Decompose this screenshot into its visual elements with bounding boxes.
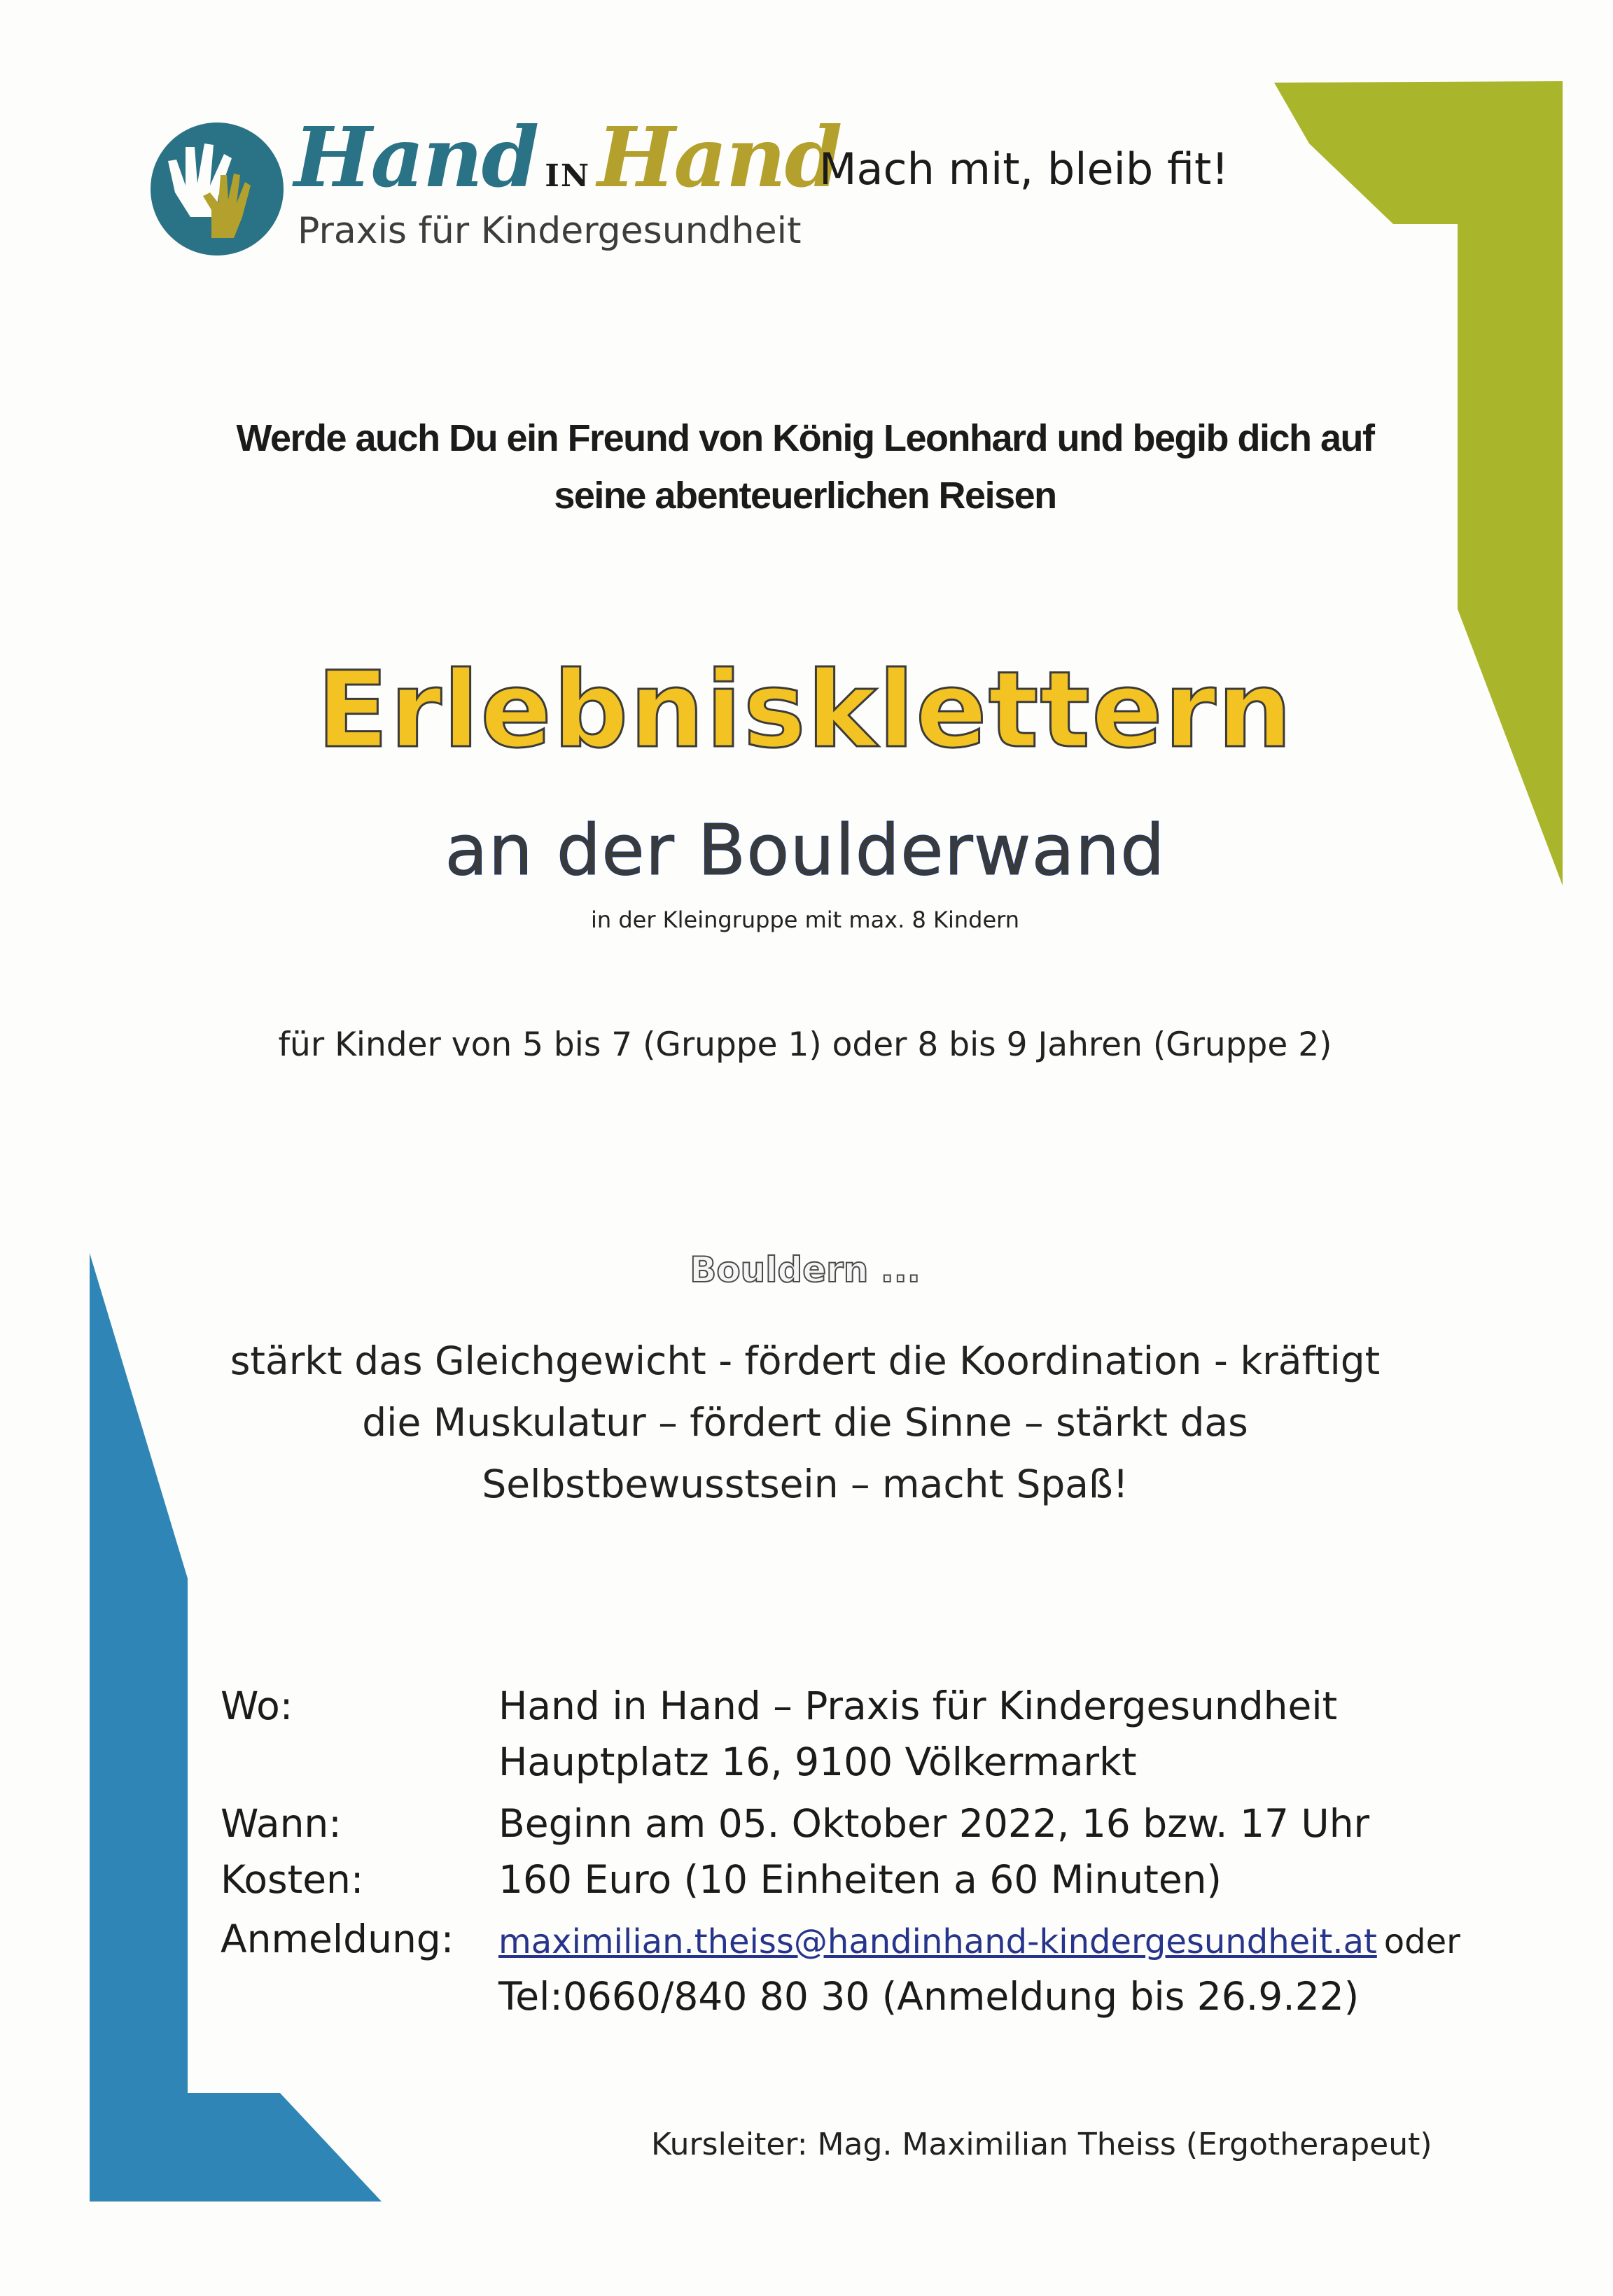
logo-word-hand-right: Hand — [597, 108, 842, 206]
intro-text — [210, 410, 1400, 524]
anmeldung-telefon: Tel:0660/840 80 30 (Anmeldung bis 26.9.22) — [498, 1974, 1360, 2019]
anmeldung-email-link[interactable]: maximilian.theiss@handinhand-kindergesundheit.at — [498, 1922, 1377, 1961]
benefits-line-3: Selbstbewusstsein – macht Spaß! — [482, 1462, 1129, 1506]
hands-logo-icon — [147, 119, 287, 259]
intro-line-1: Werde auch Du ein Freund von König Leonhard und begib dich auf — [236, 417, 1374, 459]
intro-line-2: seine abenteuerlichen Reisen — [554, 475, 1056, 517]
wo-label: Wo: — [221, 1684, 293, 1728]
anmeldung-email-line — [498, 1922, 1460, 1961]
benefits-text — [196, 1330, 1414, 1515]
bouldern-heading: Bouldern ... — [690, 1250, 921, 1290]
page-subtitle: an der Boulderwand — [445, 809, 1166, 891]
wann-label: Wann: — [221, 1801, 342, 1846]
kursleiter: Kursleiter: Mag. Maximilian Theiss (Ergotherapeut) — [651, 2127, 1432, 2162]
anmeldung-label: Anmeldung: — [221, 1917, 454, 1961]
group-size-note: in der Kleingruppe mit max. 8 Kindern — [590, 906, 1020, 933]
page-title: Erlebnisklettern — [316, 650, 1294, 771]
wann-value: Beginn am 05. Oktober 2022, 16 bzw. 17 Uhr — [498, 1801, 1370, 1846]
age-groups: für Kinder von 5 bis 7 (Gruppe 1) oder 8 bis 9 Jahren (Gruppe 2) — [278, 1026, 1332, 1064]
slogan: Mach mit, bleib fit! — [819, 144, 1229, 195]
kosten-value: 160 Euro (10 Einheiten a 60 Minuten) — [498, 1857, 1222, 1902]
wo-line-2: Hauptplatz 16, 9100 Völkermarkt — [498, 1740, 1137, 1784]
wo-line-1: Hand in Hand – Praxis für Kindergesundheit — [498, 1684, 1338, 1728]
kosten-label: Kosten: — [221, 1857, 364, 1902]
logo-word-hand-left: Hand — [294, 108, 538, 206]
benefits-line-2: die Muskulatur – fördert die Sinne – stärkt das — [362, 1400, 1248, 1445]
logo-subtitle: Praxis für Kindergesundheit — [298, 210, 802, 252]
anmeldung-oder: oder — [1383, 1922, 1460, 1961]
logo — [140, 105, 842, 273]
logo-word-in: IN — [545, 158, 591, 194]
benefits-line-1: stärkt das Gleichgewicht - fördert die Koordination - kräftigt — [230, 1338, 1381, 1383]
